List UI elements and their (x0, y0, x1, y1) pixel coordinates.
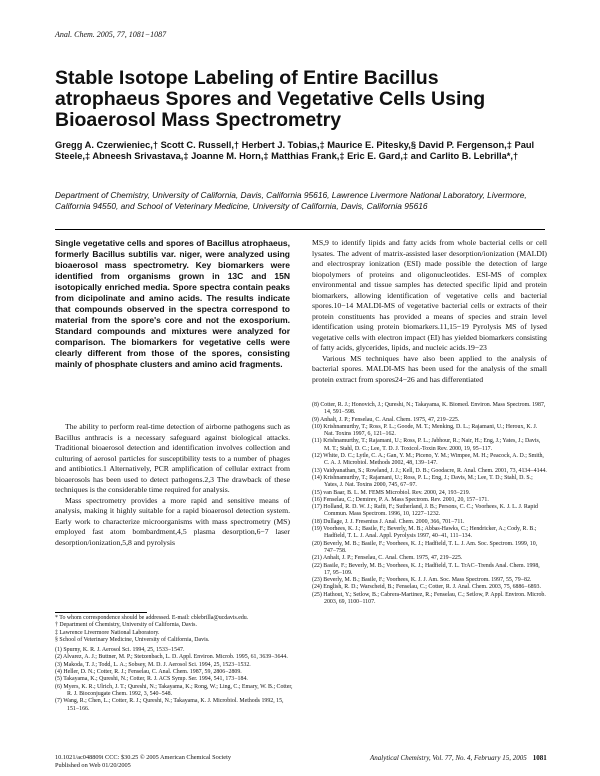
reference-item: (7) Wang, R.; Chen, L.; Cotter, R. J.; Qureshi, N.; Takayama, K. J. Microbiol. Methods 1992, 15, 151−166. (55, 698, 284, 712)
reference-item: (8) Cotter, R. J.; Honovich, J.; Qureshi, N.; Takayama, K. Biomed. Environ. Mass Spectrom. 1987, 14, 591−598. (312, 402, 546, 416)
reference-item: (13) Vaidyanathan, S.; Rowland, J. J.; Kell, D. B.; Goodacre, R. Anal. Chem. 2001, 73, 4134−4144. (312, 467, 547, 474)
reference-item: (9) Anhalt, J. P.; Fenselau, C. Anal. Chem. 1975, 47, 219−225. (312, 416, 460, 423)
affiliations: Department of Chemistry, University of California, Davis, California 95616, Lawrence Livermore National Laboratory, Livermore, California 94550, and School of Veterinary Medicine, University of California, Davis, California 95616 (55, 190, 527, 211)
intro-paragraph-2: Mass spectrometry provides a more rapid and sensitive means of analysis, making it highly suitable for a rapid bioaerosol detection system. Early work to characterize microorganisms with mass spectrometry (MS) employed fast atom bombardment,4,5 plasma desorption,6−7 laser desorption/ionization,5,8 and pyrolysis (55, 495, 290, 547)
doi-line: 10.1021/ac048809i CCC: $30.25 © 2005 American Chemical Society (55, 754, 232, 761)
reference-item: (5) Takayama, K.; Qureshi, N.; Cotter, R. J. ACS Symp. Ser. 1994, 541, 173−184. (55, 676, 248, 683)
journal-reference: Analytical Chemistry, Vol. 77, No. 4, February 15, 2005 (370, 754, 527, 762)
reference-item: (6) Myers, K. R.; Ulrich, J. T.; Qureshi, N.; Takayama, K.; Rong, W.; Ling, C.; Emary, W. B.; Cotter, R. J. Bioconjugate Chem. 1992, 3, 540−548. (55, 683, 293, 697)
reference-item: (25) Hathout, Y.; Setlow, B.; Cabrera-Martinez, R.; Fenselau, C.; Setlow, P. Appl. Environ. Microb. 2003, 69, 1100−1107. (312, 591, 546, 606)
footnotes-left (55, 615, 295, 713)
footer-right (370, 754, 547, 762)
footnote: § School of Veterinary Medicine, University of California, Davis. (55, 636, 210, 643)
reference-item: (2) Alvarez, A. J.; Buttner, M. P.; Stetzenbach, L. D. Appl. Environ. Microb. 1995, 61, 3639−3644. (55, 654, 288, 661)
reference-item: (12) White, D. C.; Lytle, C. A.; Gan, Y. M.; Piceno, Y. M.; Wimpee, M. H.; Peacock, A. D.; Smith, C. A. J. Microbiol. Methods 2002, 48, 139−147. (312, 453, 544, 467)
intro-paragraph-4: Various MS techniques have also been applied to the analysis of bacterial spores. MALDI-MS has been used for the analysis of the small protein extract from spores24−26 and has differentiated (312, 353, 547, 384)
reference-item: (4) Heller, D. N.; Cotter, R. J.; Fenselau, C. Anal. Chem. 1987, 59, 2806−2809. (55, 669, 242, 676)
reference-item: (1) Spurny, K. R. J. Aerosol Sci. 1994, 25, 1533−1547. (55, 647, 185, 654)
reference-item: (20) Beverly, M. B.; Basile, F.; Voorhees, K. J.; Hadfield, T. L. J. Am. Soc. Spectrom. 1999, 10, 747−758. (312, 540, 538, 554)
footnote: ‡ Lawrence Livermore National Laboratory. (55, 629, 160, 636)
reference-item: (14) Krishnamurthy, T.; Rajamani, U.; Ross, P. L.; Eng, J.; Davis, M.; Lee, T. D.; Stahl, D. S.; Yates, J. Nat. Toxins 2000, 745, 67−97. (312, 474, 533, 489)
reference-item: (15) van Baar, B. L. M. FEMS Microbiol. Rev. 2000, 24, 193−219. (312, 489, 471, 496)
reference-item: (23) Beverly, M. B.; Basile, F.; Voorhees, K. J. J. Am. Soc. Mass Spectrom. 1997, 55, 79−82. (312, 577, 532, 584)
reference-item: (3) Makoda, T. J.; Todd, L. A.; Sobsey, M. D. J. Aerosol Sci. 1994, 25, 1523−1532. (55, 661, 251, 668)
footnote: † Department of Chemistry, University of California, Davis. (55, 622, 197, 629)
page-number: 1081 (532, 754, 547, 762)
header-divider (55, 229, 545, 230)
article-title: Stable Isotope Labeling of Entire Bacillus atrophaeus Spores and Vegetative Cells Using Bioaerosol Mass Spectrometry (55, 67, 486, 131)
abstract: Single vegetative cells and spores of Bacillus atrophaeus, formerly Bacillus subtilis var. niger, were analyzed using bioaerosol mass spectrometry. Key biomarkers were identified from organisms grown in 13C and 15N isotopically enriched media. Spore spectra contain peaks from dicipolinate and amino acids. The results indicate that compounds observed in the spectra correspond to material from the spore's core and not the exosporium. Standard compounds and mixtures were analyzed for comparison. The biomarkers for vegetative cells were clearly different from those of the spores, consisting mainly of phosphate clusters and amino acid fragments. (55, 238, 290, 369)
footnote: * To whom correspondence should be addressed. E-mail: cblebrilla@ucdavis.edu. (55, 615, 249, 621)
publication-date: Published on Web 01/20/2005 (55, 762, 131, 769)
reference-item: (10) Krishnamurthy, T.; Ross, P. L.; Goode, M. T.; Menking, D. L.; Rajamani, U.; Heroux, K. J. Nat. Toxins 1997, 6, 121−162. (312, 423, 538, 438)
reference-item: (19) Voorhees, K. J.; Basile, F.; Beverly, M. B.; Abbas-Hawks, C.; Hendricker, A.; Cody, R. B.; Hadfield, T. L. J. Anal. Appl. Pyrolysis 1997, 40−41, 111−134. (312, 526, 537, 540)
intro-right-column (312, 238, 547, 385)
reference-item: (17) Holland, R. D. W. J.; Rafii, F.; Sutherland, J. B.; Persons, C. C.; Voorhees, K. J. L. J. Rapid Commun. Mass Spectrom. 1996, 10, 1227−1232. (312, 504, 538, 518)
author-list: Gregg A. Czerwieniec,† Scott C. Russell,† Herbert J. Tobias,‡ Maurice E. Pitesky,§ David P. Fergenson,‡ Paul Steele,‡ Abneesh Srivastava,‡ Joanne M. Horn,‡ Matthias Frank,‡ Eric E. Gard,‡ and Carlito B. Lebrilla*,† (55, 140, 535, 162)
reference-item: (22) Basile, F.; Beverly, M. B.; Voorhees, K. J.; Hadfield, T. L. TrAC−Trends Anal. Chem. 1998, 17, 95−109. (312, 562, 540, 576)
reference-item: (21) Anhalt, J. P.; Fenselau, C. Anal. Chem. 1975, 47, 219−225. (312, 555, 463, 562)
intro-left-column (55, 422, 290, 548)
reference-item: (16) Fenselau, C.; Demirev, P. A. Mass Spectrom. Rev. 2001, 20, 157−171. (312, 496, 489, 503)
journal-citation: Anal. Chem. 2005, 77, 1081−1087 (55, 30, 167, 39)
reference-item: (11) Krishnamurthy, T.; Rajamani, U.; Ross, P. L.; Jabhour, R.; Nair, H.; Eng, J.; Yates, J.; Davis, M. T.; Stahl, D. C.; Lee, T. D. J. Toxicol.-Toxin Rev. 2000, 19, 95−117. (312, 438, 541, 452)
intro-paragraph-1: The ability to perform real-time detection of airborne pathogens such as Bacillus anthracis is a necessary safeguard against biological attacks. Traditional bioaerosol detection and identification involves collection and culturing of aerosol particles for susceptibility tests to a number of phages and antibiotics.1 Alternatively, PCR amplification of cellular extract from bioaerosols has been used to detect pathogens.2,3 The drawback of these techniques is the considerable time required for analysis. (55, 422, 290, 494)
reference-item: (24) English, R. D.; Warscheid, B.; Fenselau, C.; Cotter, R. J. Anal. Chem. 2003, 75, 6886−6893. (312, 584, 541, 591)
references-right (312, 402, 547, 606)
reference-item: (18) Dullage, J. J. Fresenius J. Anal. Chem. 2000, 366, 701−711. (312, 518, 465, 525)
intro-paragraph-3: MS,9 to identify lipids and fatty acids from whole bacterial cells or cell lysates. The advent of matrix-assisted laser desorption/ionization (MALDI) and electrospray ionization (ESI) made possible the detection of large biopolymers of proteins and oligonucleotides. ESI-MS of complex environmental and tissue samples has detected specific lipid and protein biomarkers, allowing identification of vegetative cells and bacterial spores.10−14 MALDI-MS of vegetative bacterial cells or extracts of their protein constituents has provided a means of species and strain level identification using protein biomarkers.11,15−19 Pyrolysis MS of lysed vegetative cells with electron impact (EI) has yielded biomarkers consisting of fatty acids, glycerides, lipids, and nucleic acids.19−23 (312, 238, 547, 352)
footer-left (55, 754, 231, 770)
footnote-divider (55, 612, 147, 613)
